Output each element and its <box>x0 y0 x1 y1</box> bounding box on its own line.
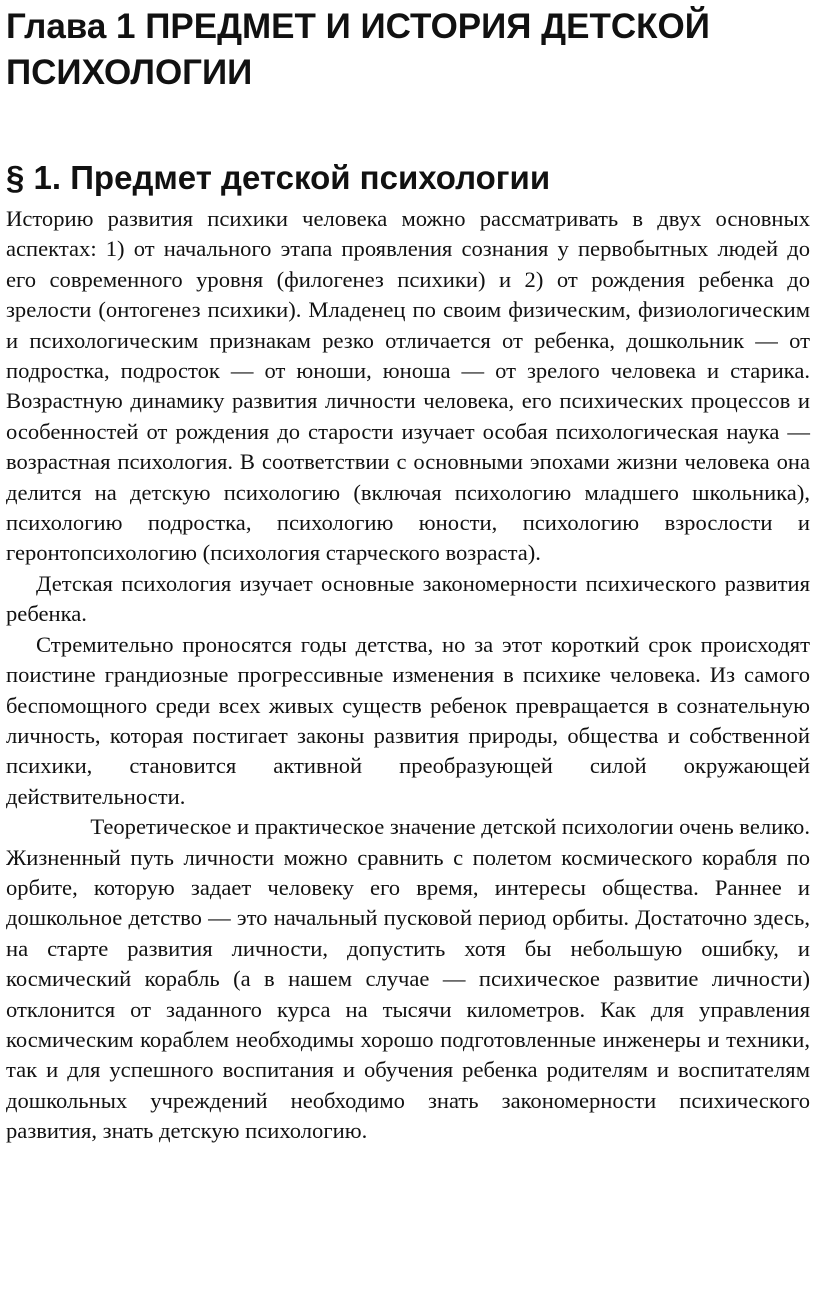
paragraph-2: Детская психология изучает основные закономерности психического развития ребенка. <box>6 570 810 627</box>
paragraph-4 <box>6 812 810 842</box>
section-title: § 1. Предмет детской психологии <box>6 159 551 196</box>
paragraph-5: Жизненный путь личности можно сравнить с полетом космического корабля по орбите, которую задает человеку его время, интересы общества. Раннее и дошкольное детство — это начальный пусковой период орбиты. Достаточно здесь, на старте развития личности, допустить хотя бы небольшую ошибку, и космический корабль (а в нашем случае — психическое развитие личности) отклонится от заданного курса на тысячи километров. Как для управления космическим кораблем необходимы хорошо подготовленные инженеры и техники, так и для успешного воспитания и обучения ребенка родителям и воспитателям дошкольных учреждений необходимо знать закономерности психического развития, знать детскую психологию. <box>6 844 810 1144</box>
paragraph-1: Историю развития психики человека можно рассматривать в двух основных аспектах: 1) от начального этапа проявления сознания у первобытных людей до его современного уровня (филогенез психики) и 2) от рождения ребенка до зрелости (онтогенез психики). Младенец по своим физическим, физиологическим и психологическим признакам резко отличается от ребенка, дошкольник — от подростка, подросток — от юноши, юноша — от зрелого человека и старика. Возрастную динамику развития личности человека, его психических процессов и особенностей от рождения до старости изучает особая психологическая наука — возрастная психология. В соответствии с основными эпохами жизни человека она делится на детскую психологию (включая психологию младшего школьника), психологию подростка, психологию юности, психологию взрослости и геронтопсихологию (психология старческого возраста). <box>6 206 810 566</box>
document-body <box>6 204 810 1147</box>
paragraph-4-text: Теоретическое и практическое значение детской психологии очень велико. <box>90 814 810 840</box>
paragraph-3: Стремительно проносятся годы детства, но за этот короткий срок происходят поистине грандиозные прогрессивные изменения в психике человека. Из самого беспомощного среди всех живых существ ребенок превращается в сознательную личность, которая постигает законы развития природы, общества и собственной психики, становится активной преобразующей силой окружающей действительности. <box>6 631 810 809</box>
chapter-title: Глава 1 ПРЕДМЕТ И ИСТОРИЯ ДЕТСКОЙ ПСИХОЛОГИИ <box>6 7 710 92</box>
